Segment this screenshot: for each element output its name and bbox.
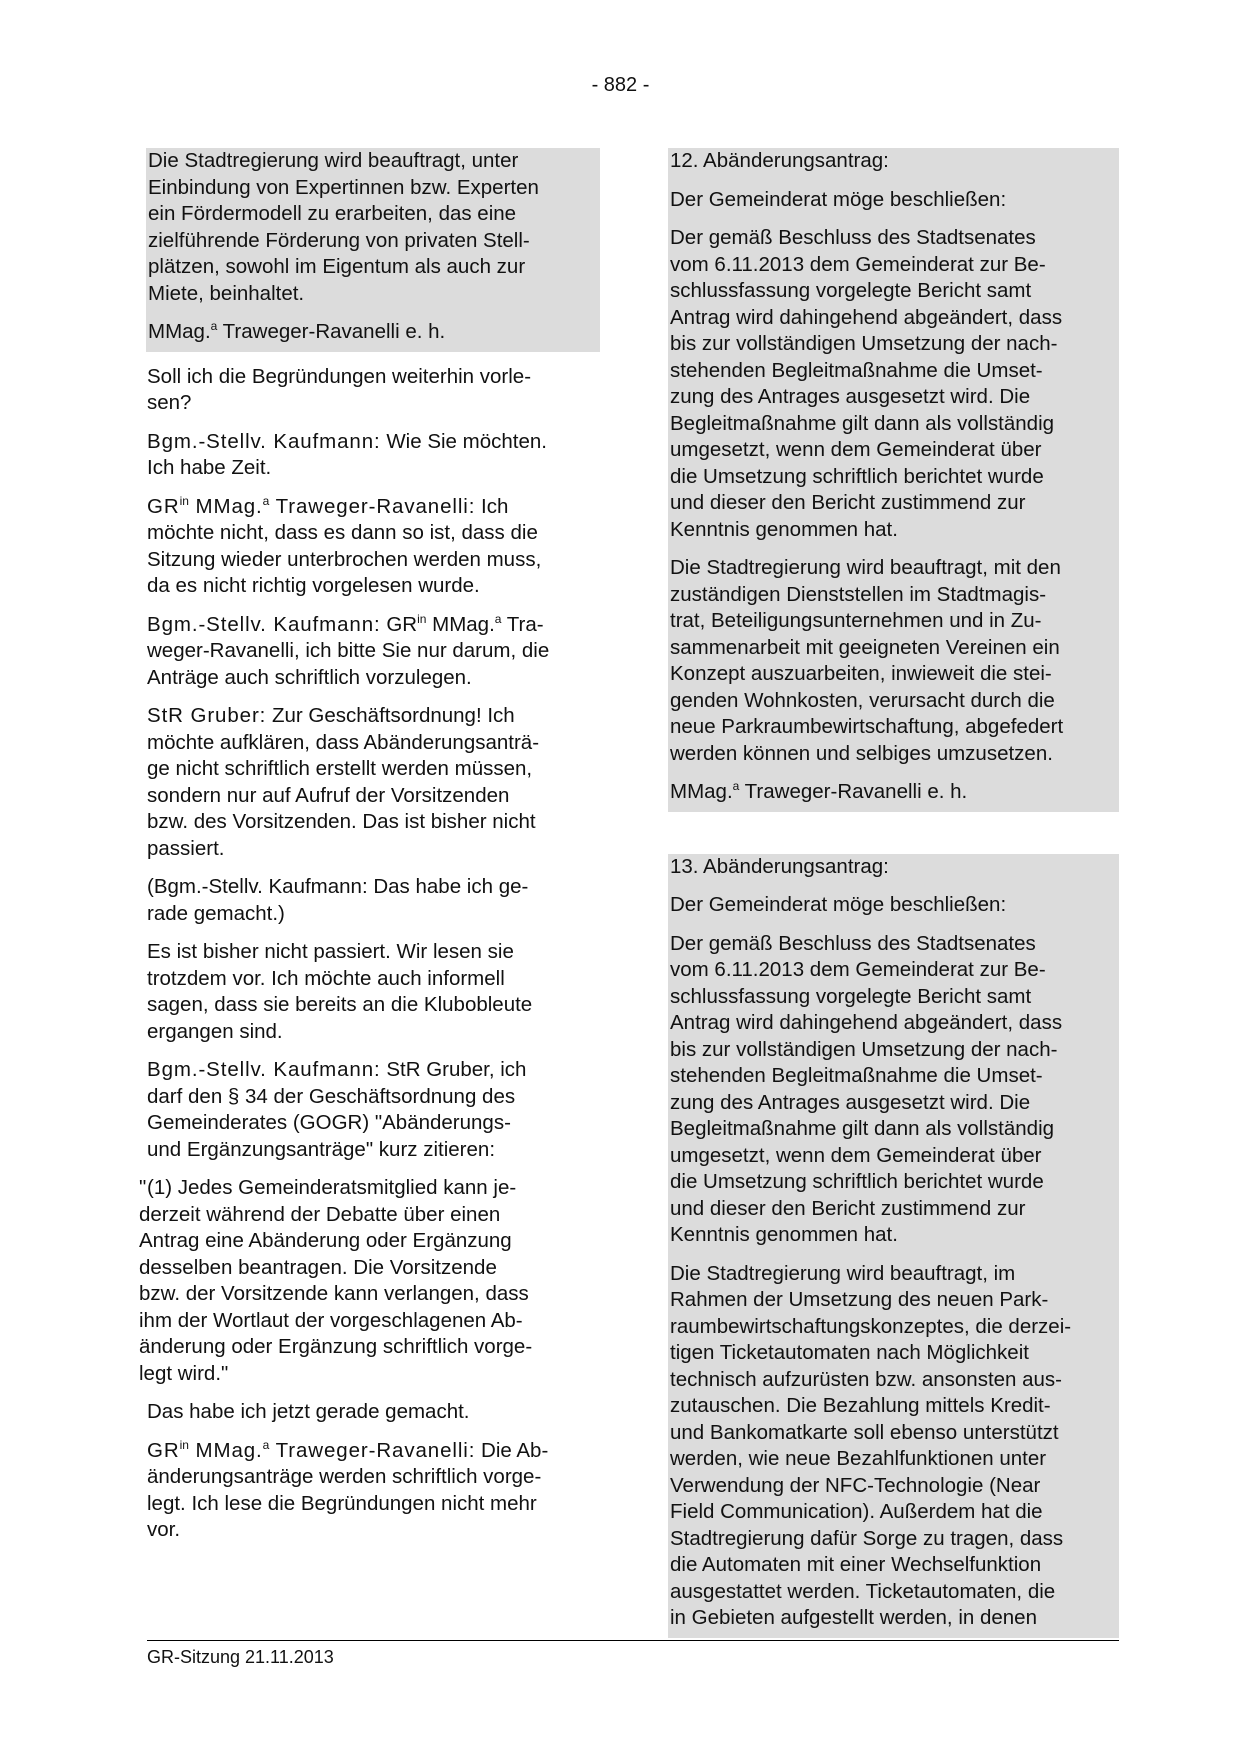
quote-text: (1) Jedes Gemeinderatsmitglied kann je- derzeit während der Debatte über einen Antrag eine Abänderung oder Ergänzung desselben beantragen. Die Vorsitzende bzw. der Vorsitzende kann verlangen, dass ihm der Wortlaut der vorgeschlagenen Ab- änderung oder Ergänzung schriftlich vorge- legt wird." bbox=[139, 1176, 533, 1385]
amendment-12-intro: Der Gemeinderat möge beschließen: bbox=[670, 187, 1007, 211]
motion-text: Die Stadtregierung wird beauftragt, unter Einbindung von Expertinnen bzw. Experten ein Fördermodell zu erarbeiten, das eine zielführende Förderung von privaten Stell- plätzen, sowohl im Eigentum als auch zur Miete, beinhaltet. bbox=[148, 149, 539, 305]
paragraph-1: Soll ich die Begründungen weiterhin vorle- sen? bbox=[147, 364, 532, 414]
amendment-13-heading: 13. Abänderungsantrag: bbox=[670, 854, 889, 878]
speech-text: Zur Geschäftsordnung! Ich möchte aufklären, dass Abänderungsanträ- ge nicht schriftlich erstellt werden müssen, sondern nur auf Aufruf der Vorsitzenden bzw. des Vorsitzenden. Das ist bisher nicht passiert. bbox=[147, 704, 540, 860]
speech-text: Die Ab- änderungsanträge werden schriftlich vorge- legt. Ich lese die Begründungen nicht mehr vor. bbox=[147, 1438, 549, 1541]
speech-text: Ich möchte nicht, dass es dann so ist, dass die Sitzung wieder unterbrochen werden muss, da es nicht richtig vorgelesen wurde. bbox=[147, 494, 542, 597]
amendment-12-paragraph-1: Der gemäß Beschluss des Stadtsenates vom 6.11.2013 dem Gemeinderat zur Be- schlussfassung vorgelegte Bericht samt Antrag wird dahingehend abgeändert, dass bis zur vollständigen Umsetzung der nach- stehenden Begleitmaßnahme die Umset- zung des Antrages ausgesetzt wird. Die Begleitmaßnahme gilt dann als vollständig umgesetzt, wenn dem Gemeinderat über die Umsetzung schriftlich berichtet wurde und dieser den Bericht zustimmend zur Kenntnis genommen hat. bbox=[670, 226, 1063, 541]
page-number: - 882 - bbox=[591, 74, 650, 96]
paragraph-10 bbox=[147, 1438, 600, 1544]
speaker: Bgm.-Stellv. Kaufmann: bbox=[147, 612, 381, 636]
paragraph-7: Es ist bisher nicht passiert. Wir lesen sie trotzdem vor. Ich möchte auch informell sagen, dass sie bereits an die Klubobleute ergangen sind. bbox=[147, 940, 533, 1043]
highlight-box-motion-text bbox=[146, 148, 600, 352]
amendment-13-intro: Der Gemeinderat möge beschließen: bbox=[670, 893, 1007, 916]
speaker: StR Gruber: bbox=[147, 704, 267, 727]
speaker-gr-sup: in bbox=[179, 1437, 189, 1452]
addressee-title: MMag. bbox=[426, 612, 495, 636]
speaker-title: MMag. bbox=[188, 1438, 263, 1462]
speaker: Traweger-Ravanelli: bbox=[269, 494, 476, 518]
speaker: Bgm.-Stellv. Kaufmann: bbox=[147, 429, 381, 453]
speaker: Traweger-Ravanelli: bbox=[269, 1438, 476, 1462]
speech-text: Wie Sie möchten. Ich habe Zeit. bbox=[147, 429, 547, 479]
paragraph-4 bbox=[147, 612, 600, 692]
speaker-title: MMag. bbox=[188, 494, 263, 518]
paragraph-6: (Bgm.-Stellv. Kaufmann: Das habe ich ge- rade gemacht.) bbox=[147, 875, 529, 925]
quote-mark: " bbox=[139, 1176, 147, 1199]
amendment-13-paragraph-2: Die Stadtregierung wird beauftragt, im Rahmen der Umsetzung des neuen Park- raumbewirtschaftungskonzeptes, die derzei- tigen Ticketautomaten nach Möglichkeit technisch aufzurüsten bzw. ansonsten aus- zutauschen. Die Bezahlung mittels Kredit- und Bankomatkarte soll ebenso unterstützt werden, wie neue Bezahlfunktionen unter Verwendung der NFC-Technologie (Near Field Communication). Außerdem hat die Stadtregierung dafür Sorge zu tragen, dass die Automaten mit einer Wechselfunktion ausgestattet werden. Ticketautomaten, die in Gebieten aufgestellt werden, in denen bbox=[670, 1261, 1072, 1629]
footer-divider bbox=[147, 1640, 1119, 1641]
speaker-gr-sup: in bbox=[179, 493, 189, 508]
quoted-rule bbox=[139, 1175, 600, 1387]
signature-title-sup: a bbox=[210, 319, 218, 333]
addressee-title-sup: a bbox=[494, 611, 502, 626]
signature bbox=[146, 319, 600, 352]
amendment-13-paragraph-1: Der gemäß Beschluss des Stadtsenates vom 6.11.2013 dem Gemeinderat zur Be- schlussfassung vorgelegte Bericht samt Antrag wird dahingehend abgeändert, dass bis zur vollständigen Umsetzung der nach- stehenden Begleitmaßnahme die Umset- zung des Antrages ausgesetzt wird. Die Begleitmaßnahme gilt dann als vollständig umgesetzt, wenn dem Gemeinderat über die Umsetzung schriftlich berichtet wurde und dieser den Bericht zustimmend zur Kenntnis genommen hat. bbox=[670, 931, 1063, 1246]
paragraph-9: Das habe ich jetzt gerade gemacht. bbox=[147, 1400, 470, 1423]
speech-text: Tra- weger-Ravanelli, ich bitte Sie nur darum, die Anträge auch schriftlich vorzulegen. bbox=[147, 612, 550, 689]
footer-session-date: GR-Sitzung 21.11.2013 bbox=[147, 1647, 334, 1667]
speech-text: StR Gruber, ich darf den § 34 der Geschäftsordnung des Gemeinderates (GOGR) "Abänderungs- und Ergänzungsanträge" kurz zitieren: bbox=[147, 1058, 527, 1161]
addressee-gr-sup: in bbox=[417, 611, 427, 626]
amendment-12-signature bbox=[668, 779, 1119, 812]
speaker-title-sup: a bbox=[262, 1437, 270, 1452]
speaker-title-sup: a bbox=[262, 493, 270, 508]
signature-name: Traweger-Ravanelli e. h. bbox=[739, 780, 968, 803]
paragraph-3 bbox=[147, 494, 600, 600]
speaker-gr: GR bbox=[147, 1438, 180, 1462]
left-column bbox=[139, 148, 600, 1556]
addressee-gr: GR bbox=[380, 612, 418, 636]
amendment-12-box bbox=[668, 148, 1119, 812]
signature-title: MMag. bbox=[670, 780, 733, 803]
paragraph-2 bbox=[147, 429, 600, 482]
speaker-gr: GR bbox=[147, 494, 180, 518]
right-column bbox=[668, 148, 1119, 1638]
paragraph-5 bbox=[147, 703, 600, 862]
signature-title-sup: a bbox=[732, 779, 740, 793]
paragraph-8 bbox=[147, 1057, 600, 1163]
signature-name: Traweger-Ravanelli e. h. bbox=[217, 320, 446, 343]
amendment-12-heading: 12. Abänderungsantrag: bbox=[670, 149, 889, 172]
signature-title: MMag. bbox=[148, 320, 211, 343]
amendment-12-paragraph-2: Die Stadtregierung wird beauftragt, mit den zuständigen Dienststellen im Stadtmagis- trat, Beteiligungsunternehmen und in Zu- sammenarbeit mit geeigneten Vereinen ein Konzept auszuarbeiten, inwieweit die stei- genden Wohnkosten, verursacht durch die neue Parkraumbewirtschaftung, abgefedert werden können und selbiges umzusetzen. bbox=[670, 556, 1064, 765]
amendment-13-box bbox=[668, 854, 1119, 1638]
speaker: Bgm.-Stellv. Kaufmann: bbox=[147, 1058, 381, 1081]
